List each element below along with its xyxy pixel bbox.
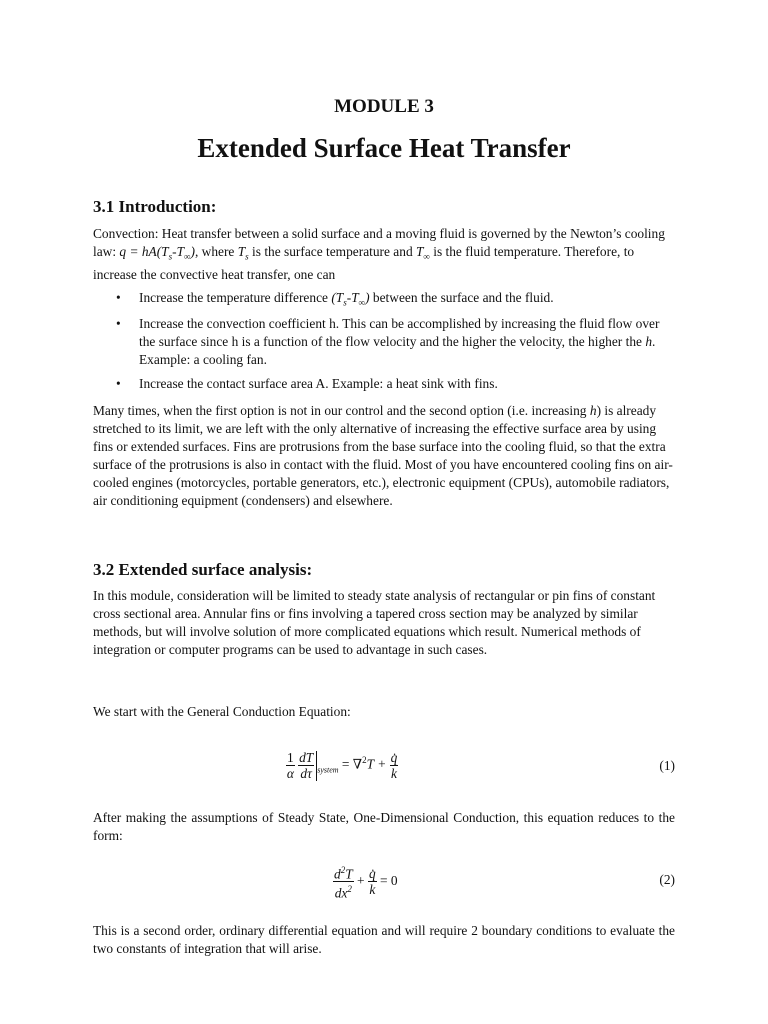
page-title: Extended Surface Heat Transfer <box>197 133 571 163</box>
eq1-frac-q-k <box>390 750 399 781</box>
ts-symbol: T <box>237 244 246 259</box>
eq2-denominator <box>333 882 354 900</box>
bullet-text-3: Increase the contact surface area A. Example: a heat sink with fins. <box>139 376 498 391</box>
b1-s: s <box>343 297 347 308</box>
tinf-sub: ∞ <box>423 251 430 262</box>
eq2-numerator <box>333 863 354 882</box>
intro-text-a: Convection: Heat transfer between a solid surface and a moving fluid is governed by the Newton’s cooling law: <box>93 226 665 259</box>
bullet-dot: • <box>116 376 121 391</box>
list-item <box>116 315 676 369</box>
eq2-d: d <box>334 866 341 882</box>
eq2-frac-d2t <box>333 863 354 901</box>
eq1-one: 1 <box>287 750 294 765</box>
eq1-frac-dt <box>298 750 314 781</box>
ts-sub: s <box>245 251 249 262</box>
assumptions-paragraph: After making the assumptions of Steady State, One-Dimensional Conduction, this equation reduces to the form: <box>93 810 675 843</box>
law-sub-s: s <box>168 251 173 262</box>
b1-m: (T <box>331 290 344 305</box>
law-part: q = hA(T <box>119 244 169 259</box>
boundary-paragraph: This is a second order, ordinary differential equation and will require 2 boundary conditions to evaluate the two constants of integration that will arise. <box>93 923 675 956</box>
section-heading-introduction: 3.1 Introduction: <box>93 197 217 216</box>
eq2-k: k <box>369 882 376 898</box>
list-item <box>116 289 676 312</box>
equation-2 <box>333 863 398 901</box>
eq1-nabla: = ∇ <box>341 756 363 772</box>
eq2-sq-b: 2 <box>347 884 352 895</box>
temp-diff-formula <box>331 290 370 308</box>
conduction-intro: We start with the General Conduction Equation: <box>93 704 351 719</box>
bullet-dot: • <box>116 290 121 305</box>
law-mid: -T <box>172 244 185 259</box>
h-symbol: h <box>589 403 597 418</box>
module-label: MODULE 3 <box>334 96 434 117</box>
bullet-text-2 <box>139 315 676 369</box>
eq2-dx: dx <box>334 885 348 901</box>
h-symbol: h <box>645 334 653 349</box>
bullet1-b: between the surface and the fluid. <box>369 290 554 305</box>
eq2-qdot: q̇ <box>368 866 376 882</box>
eq2-zero: = 0 <box>380 873 398 889</box>
eq1-sq: 2 <box>362 755 367 766</box>
eq1-frac-1-alpha <box>286 750 295 781</box>
bullet1-a: Increase the temperature difference <box>139 290 332 305</box>
bullet-dot: • <box>116 316 121 331</box>
eq2-sq-a: 2 <box>340 865 346 875</box>
tinf-symbol: T <box>416 244 424 259</box>
intro-text-c: is the surface temperature and <box>248 244 416 259</box>
eq2-plus: + <box>357 873 365 889</box>
eq1-system-sub: system <box>317 765 339 775</box>
intro-paragraph <box>93 225 675 284</box>
bullet-text-1 <box>139 289 676 312</box>
eq1-dT: dT <box>299 750 314 765</box>
b1-i: ∞ <box>358 297 366 308</box>
cooling-law-formula <box>119 244 195 262</box>
equation-number-2: (2) <box>659 872 675 887</box>
eq1-dtau: dτ <box>300 766 312 781</box>
eq1-alpha: α <box>286 766 294 781</box>
fins-paragraph <box>93 402 675 510</box>
list-item <box>116 375 676 393</box>
analysis-paragraph: In this module, consideration will be limited to steady state analysis of rectangular or pin fins of constant cross sectional area. Annular fins or fins involving a tapered cross section may be analyzed by similar methods, but will involve solution of more complicated equations which result. Numerical methods of integration or computer programs can be used to advantage in such cases. <box>93 588 656 657</box>
fins-text-a: Many times, when the first option is not in our control and the second option (i.e. increasing <box>93 403 590 418</box>
equation-1 <box>286 750 398 781</box>
section-heading-extended-surface: 3.2 Extended surface analysis: <box>93 560 313 579</box>
eq1-T-plus: T + <box>366 756 387 772</box>
bullet2-a: Increase the convection coefficient h. This can be accomplished by increasing the fluid flow over the surface since h is a function of the flow velocity and the higher the velocity, the higher the <box>139 316 660 349</box>
intro-text-d: is the fluid temperature. Therefore, to increase the convective heat transfer, one can <box>93 244 635 282</box>
b1-c: ) <box>365 290 370 305</box>
eq2-frac-q-k <box>368 866 377 897</box>
eq1-qdot: q̇ <box>390 750 398 765</box>
law-close: ) <box>190 244 195 259</box>
b1-m2: -T <box>346 290 359 305</box>
eq2-T: T <box>345 866 353 882</box>
equation-number-1: (1) <box>659 758 675 773</box>
bullet2-b: . Example: a cooling fan. <box>139 334 656 367</box>
eq1-k: k <box>390 766 397 781</box>
fins-text-b: ) is already stretched to its limit, we are left with the only alternative of increasing the effective surface area by using fins or extended surfaces. Fins are protrusions from the base surface into the cooling fluid, so that the extra surface of the protrusions is also in contact with the fluid. Most of you have encountered cooling fins on air-cooled engines (motorcycles, portable generators, etc.), electronic equipment (CPUs), automobile radiators, air conditioning equipment (condensers) and elsewhere. <box>93 403 673 508</box>
intro-text-b: , where <box>194 244 238 259</box>
law-sub-inf: ∞ <box>184 251 191 262</box>
